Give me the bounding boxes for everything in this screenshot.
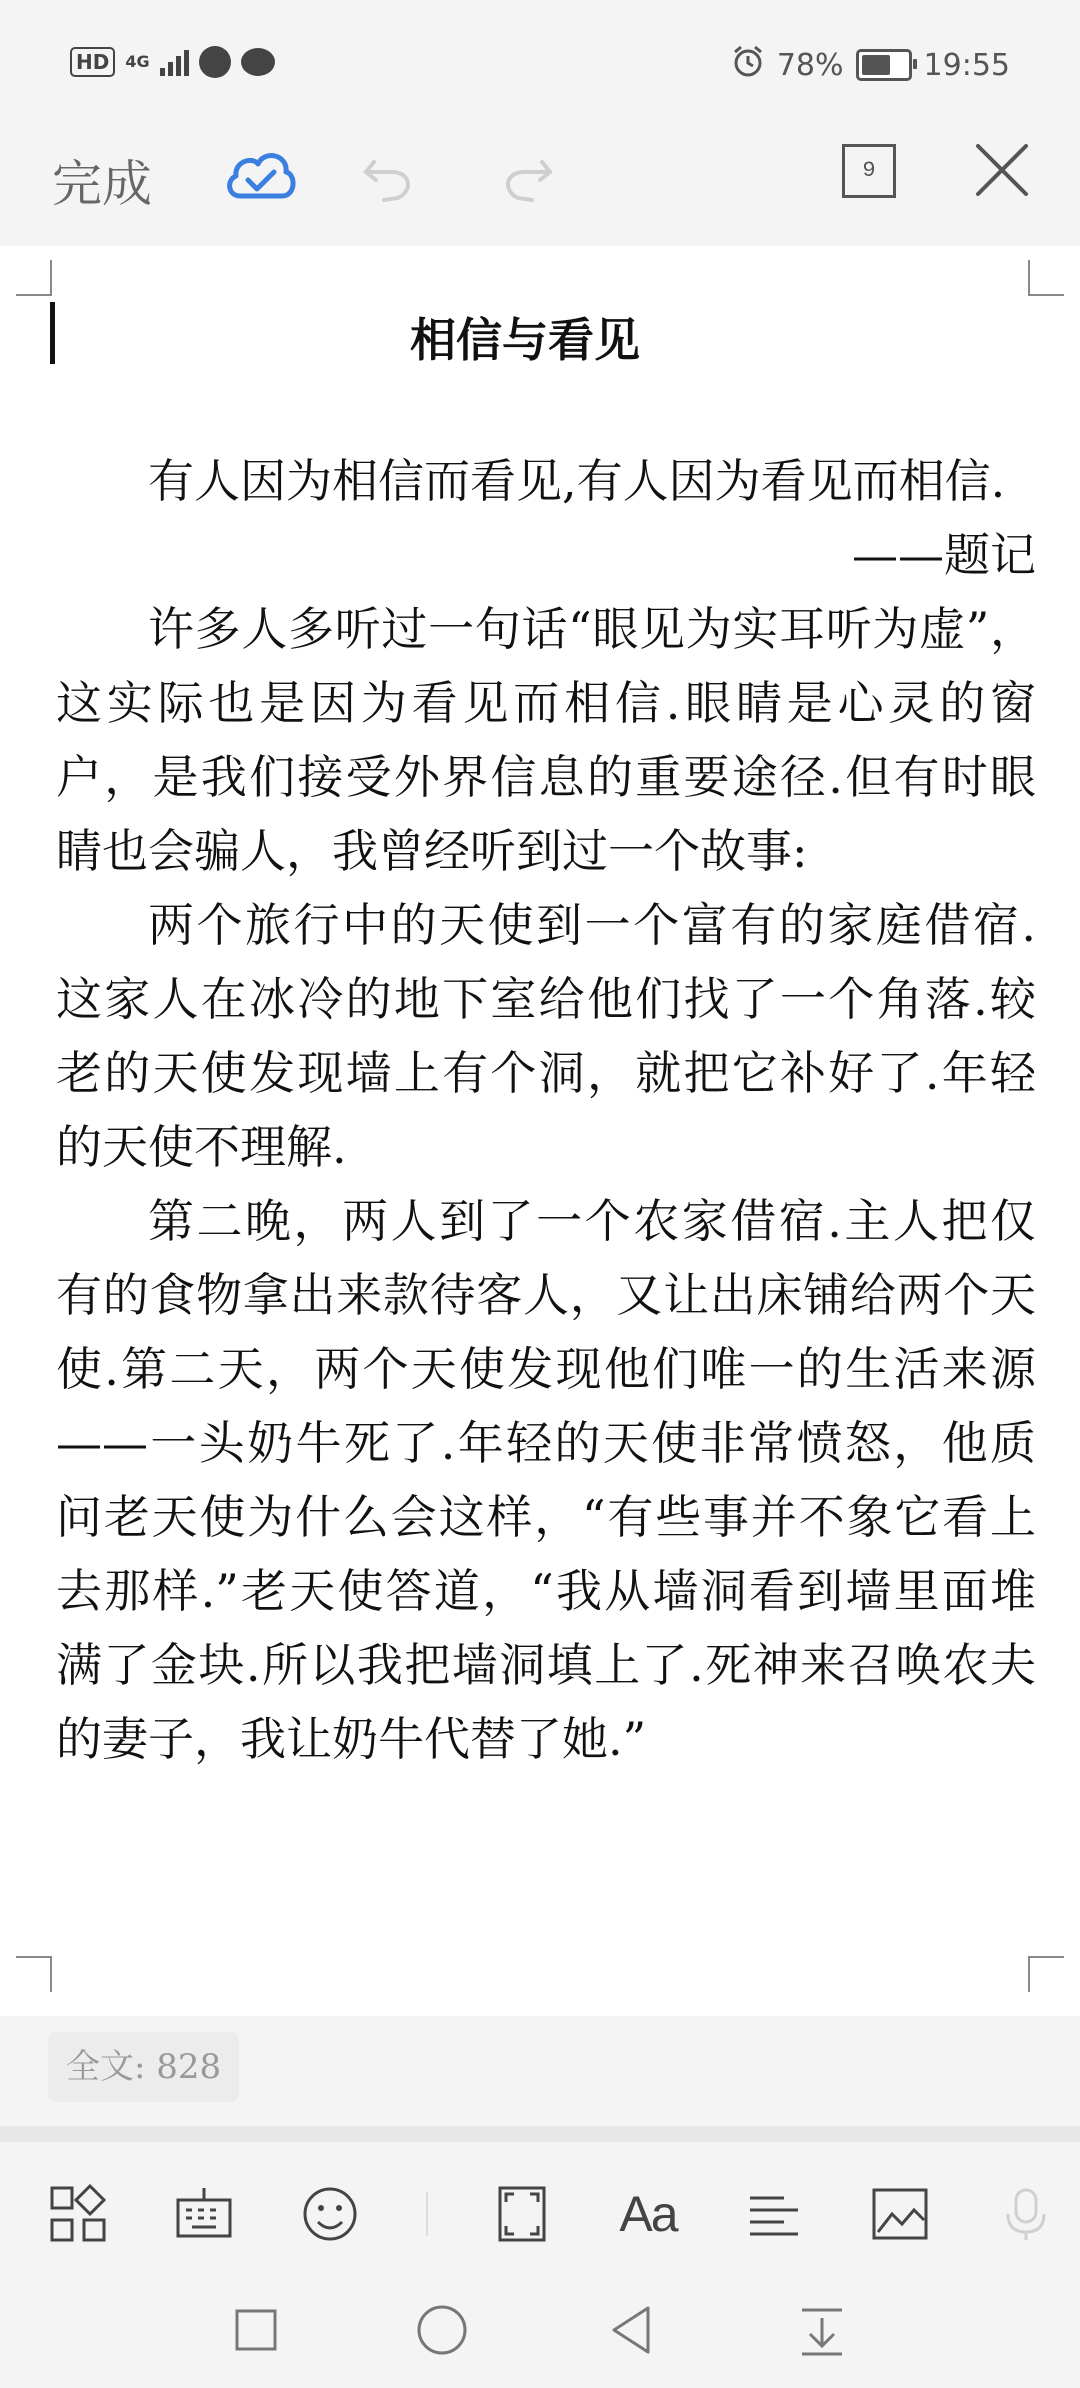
crop-mark xyxy=(16,260,52,296)
crop-mark xyxy=(16,1956,52,1992)
document-title[interactable]: 相信与看见 xyxy=(410,313,640,367)
collapse-button[interactable] xyxy=(794,2302,850,2358)
message-icon xyxy=(241,48,275,76)
document-body[interactable] xyxy=(56,444,1036,1776)
redo-icon[interactable] xyxy=(494,140,558,214)
recent-apps-button[interactable] xyxy=(228,2302,284,2358)
status-bar-left xyxy=(70,46,275,78)
paragraph[interactable]: 有人因为相信而看见,有人因为看见而相信. xyxy=(148,454,1006,508)
done-button[interactable]: 完成 xyxy=(52,155,152,213)
toolbar-separator xyxy=(426,2192,428,2236)
battery-icon xyxy=(856,49,912,81)
microphone-icon[interactable] xyxy=(994,2182,1058,2246)
network-type: 4G xyxy=(125,52,150,71)
battery-percent: 78% xyxy=(776,47,844,83)
paragraph[interactable]: 两个旅行中的天使到一个富有的家庭借宿.这家人在冰冷的地下室给他们找了一个角落.较老的天使发现墙上有个洞，就把它补好了.年轻的天使不理解. xyxy=(56,898,1036,1174)
battery-fill xyxy=(862,55,890,75)
home-button[interactable] xyxy=(414,2302,470,2358)
insert-image-icon[interactable] xyxy=(868,2182,932,2246)
cloud-check-icon[interactable] xyxy=(222,140,298,214)
paragraph[interactable]: 第二晚，两人到了一个农家借宿.主人把仅有的食物拿出来款待客人，又让出床铺给两个天使.第二天，两个天使发现他们唯一的生活来源——一头奶牛死了.年轻的天使非常愤怒，他质问老天使为什么会这样，“有些事并不象它看上去那样.”老天使答道，“我从墙洞看到墙里面堆满了金块.所以我把墙洞填上了.死神来召唤农夫的妻子，我让奶牛代替了她.” xyxy=(56,1194,1036,1766)
fullscreen-icon[interactable] xyxy=(490,2182,554,2246)
location-icon xyxy=(199,46,231,78)
crop-mark xyxy=(1028,260,1064,296)
status-bar-right xyxy=(731,44,1010,86)
align-left-icon[interactable] xyxy=(742,2182,806,2246)
grid-apps-icon[interactable] xyxy=(46,2182,110,2246)
paragraph[interactable]: 许多人多听过一句话“眼见为实耳听为虚”，这实际也是因为看见而相信.眼睛是心灵的窗户，是我们接受外界信息的重要途径.但有时眼睛也会骗人，我曾经听到过一个故事: xyxy=(56,602,1036,878)
status-bar xyxy=(0,0,1080,130)
system-nav-bar xyxy=(0,2278,1080,2388)
close-icon[interactable] xyxy=(972,140,1032,204)
hd-indicator: HD xyxy=(70,47,115,77)
epigraph-signature[interactable]: ——题记 xyxy=(852,528,1036,582)
editor-toolbar xyxy=(0,130,1080,246)
font-style-label: Aa xyxy=(619,2186,677,2242)
back-button[interactable] xyxy=(604,2302,660,2358)
clock: 19:55 xyxy=(923,47,1010,83)
document-page[interactable] xyxy=(0,246,1080,2016)
crop-mark xyxy=(1028,1956,1064,1992)
keyboard-icon[interactable] xyxy=(172,2182,236,2246)
page-count-icon[interactable]: 9 xyxy=(842,144,896,198)
font-style-icon[interactable] xyxy=(616,2182,680,2246)
signal-icon xyxy=(160,48,189,76)
alarm-icon xyxy=(731,44,765,86)
bottom-toolbar xyxy=(0,2142,1080,2278)
emoji-icon[interactable] xyxy=(298,2182,362,2246)
undo-icon[interactable] xyxy=(358,140,422,214)
divider xyxy=(0,2126,1080,2142)
word-count-badge[interactable]: 全文: 828 xyxy=(48,2032,239,2102)
